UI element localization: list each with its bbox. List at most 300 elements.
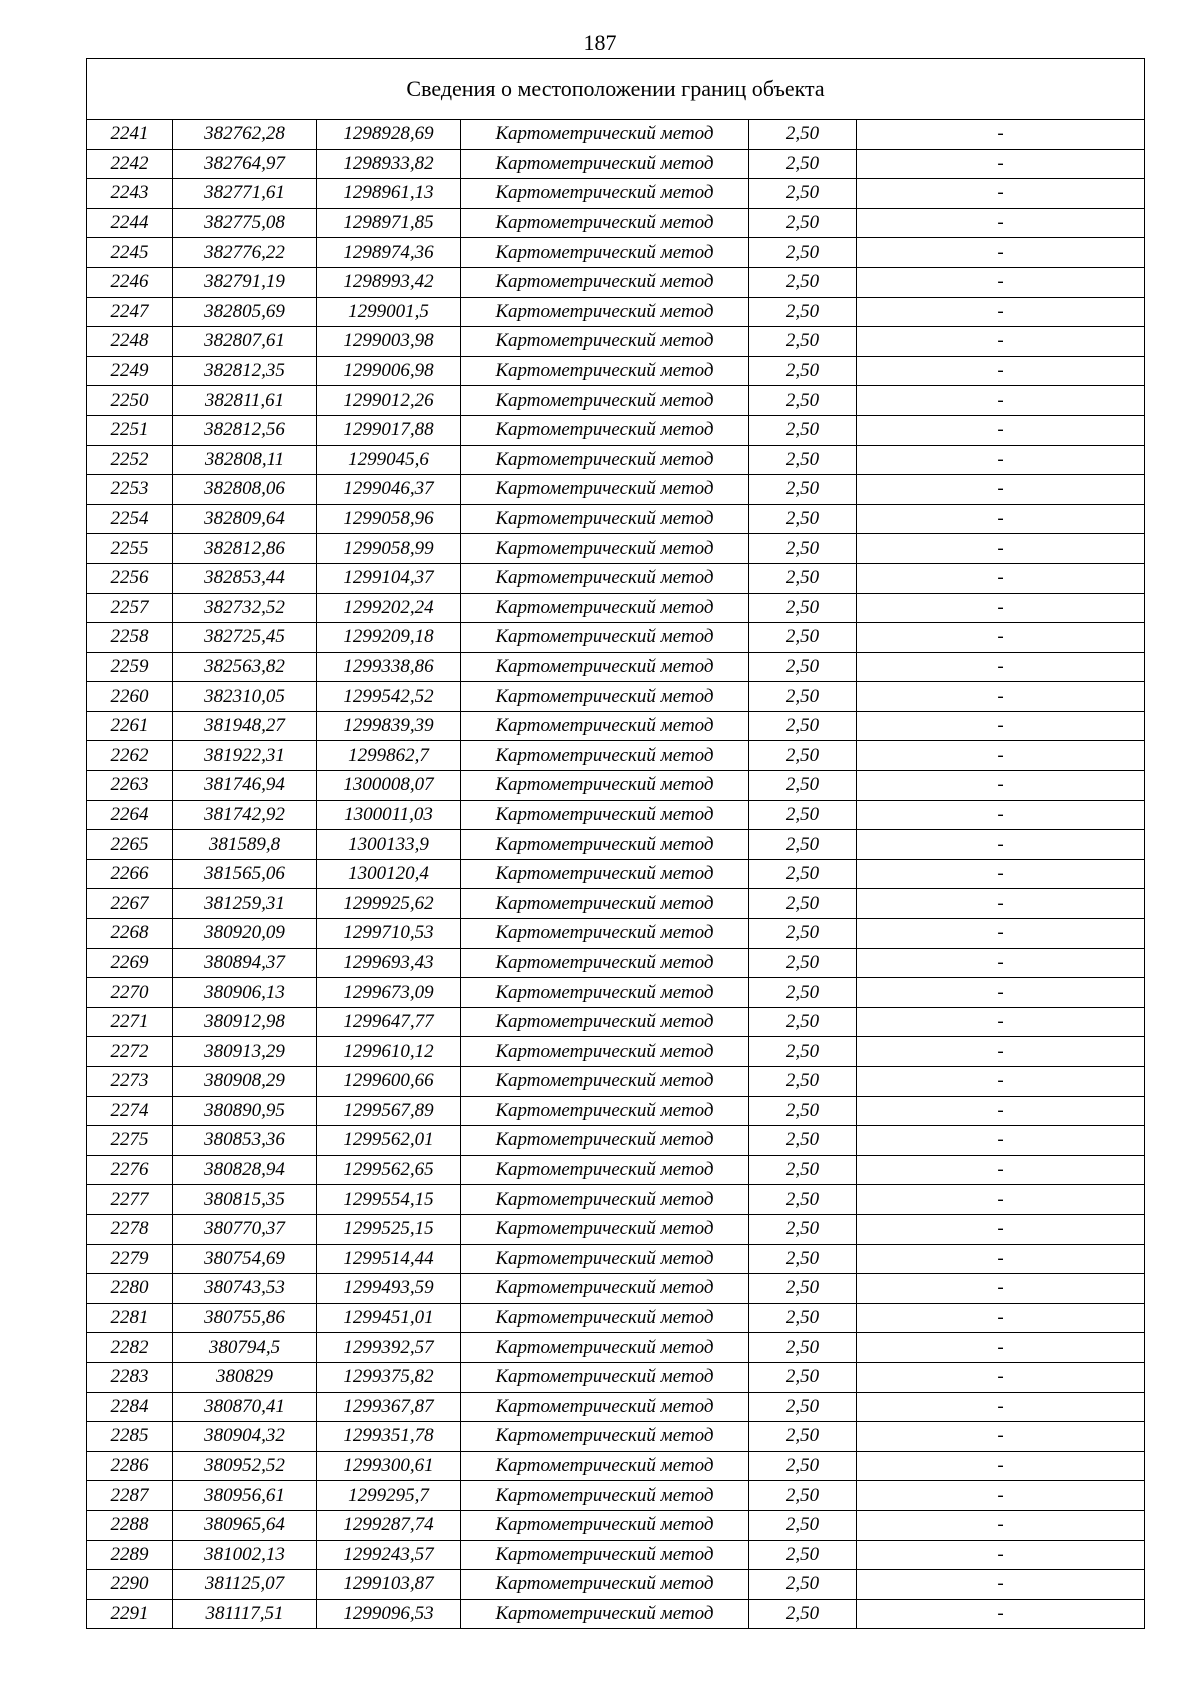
- point-number-cell: 2256: [87, 563, 173, 593]
- y-coordinate-cell: 1298993,42: [317, 267, 461, 297]
- x-coordinate-cell: 380815,35: [173, 1185, 317, 1215]
- point-number-cell: 2276: [87, 1155, 173, 1185]
- description-cell: -: [857, 623, 1145, 653]
- point-number-cell: 2253: [87, 475, 173, 505]
- description-cell: -: [857, 1067, 1145, 1097]
- description-cell: -: [857, 652, 1145, 682]
- y-coordinate-cell: 1299375,82: [317, 1362, 461, 1392]
- accuracy-cell: 2,50: [749, 1155, 857, 1185]
- table-row: [87, 208, 1145, 238]
- x-coordinate-cell: 382809,64: [173, 504, 317, 534]
- table-body: [87, 59, 1145, 1629]
- x-coordinate-cell: 382762,28: [173, 120, 317, 150]
- method-cell: Картометрический метод: [461, 1155, 749, 1185]
- method-cell: Картометрический метод: [461, 859, 749, 889]
- accuracy-cell: 2,50: [749, 1451, 857, 1481]
- accuracy-cell: 2,50: [749, 563, 857, 593]
- point-number-cell: 2258: [87, 623, 173, 653]
- y-coordinate-cell: 1299045,6: [317, 445, 461, 475]
- accuracy-cell: 2,50: [749, 327, 857, 357]
- y-coordinate-cell: 1299058,99: [317, 534, 461, 564]
- method-cell: Картометрический метод: [461, 327, 749, 357]
- x-coordinate-cell: 382853,44: [173, 563, 317, 593]
- y-coordinate-cell: 1299017,88: [317, 415, 461, 445]
- x-coordinate-cell: 380754,69: [173, 1244, 317, 1274]
- accuracy-cell: 2,50: [749, 1392, 857, 1422]
- description-cell: -: [857, 475, 1145, 505]
- accuracy-cell: 2,50: [749, 1422, 857, 1452]
- table-row: [87, 652, 1145, 682]
- method-cell: Картометрический метод: [461, 800, 749, 830]
- accuracy-cell: 2,50: [749, 1274, 857, 1304]
- method-cell: Картометрический метод: [461, 563, 749, 593]
- x-coordinate-cell: 381948,27: [173, 711, 317, 741]
- point-number-cell: 2267: [87, 889, 173, 919]
- table-row: [87, 741, 1145, 771]
- method-cell: Картометрический метод: [461, 1185, 749, 1215]
- accuracy-cell: 2,50: [749, 682, 857, 712]
- description-cell: -: [857, 445, 1145, 475]
- y-coordinate-cell: 1299058,96: [317, 504, 461, 534]
- method-cell: Картометрический метод: [461, 711, 749, 741]
- description-cell: -: [857, 1333, 1145, 1363]
- table-row: [87, 149, 1145, 179]
- x-coordinate-cell: 380743,53: [173, 1274, 317, 1304]
- table-row: [87, 327, 1145, 357]
- table-row: [87, 1540, 1145, 1570]
- method-cell: Картометрический метод: [461, 534, 749, 564]
- x-coordinate-cell: 381565,06: [173, 859, 317, 889]
- table-row: [87, 238, 1145, 268]
- table-row: [87, 623, 1145, 653]
- x-coordinate-cell: 380894,37: [173, 948, 317, 978]
- x-coordinate-cell: 382732,52: [173, 593, 317, 623]
- y-coordinate-cell: 1299367,87: [317, 1392, 461, 1422]
- x-coordinate-cell: 381746,94: [173, 771, 317, 801]
- point-number-cell: 2247: [87, 297, 173, 327]
- y-coordinate-cell: 1299096,53: [317, 1599, 461, 1629]
- y-coordinate-cell: 1299104,37: [317, 563, 461, 593]
- method-cell: Картометрический метод: [461, 1007, 749, 1037]
- accuracy-cell: 2,50: [749, 475, 857, 505]
- point-number-cell: 2288: [87, 1510, 173, 1540]
- accuracy-cell: 2,50: [749, 208, 857, 238]
- table-row: [87, 504, 1145, 534]
- y-coordinate-cell: 1299209,18: [317, 623, 461, 653]
- table-row: [87, 415, 1145, 445]
- page-number: 187: [583, 30, 617, 55]
- table-row: [87, 1126, 1145, 1156]
- y-coordinate-cell: 1299451,01: [317, 1303, 461, 1333]
- x-coordinate-cell: 381922,31: [173, 741, 317, 771]
- point-number-cell: 2271: [87, 1007, 173, 1037]
- description-cell: -: [857, 859, 1145, 889]
- point-number-cell: 2257: [87, 593, 173, 623]
- accuracy-cell: 2,50: [749, 771, 857, 801]
- table-row: [87, 1244, 1145, 1274]
- method-cell: Картометрический метод: [461, 1422, 749, 1452]
- point-number-cell: 2245: [87, 238, 173, 268]
- y-coordinate-cell: 1299392,57: [317, 1333, 461, 1363]
- method-cell: Картометрический метод: [461, 267, 749, 297]
- y-coordinate-cell: 1299925,62: [317, 889, 461, 919]
- accuracy-cell: 2,50: [749, 1007, 857, 1037]
- method-cell: Картометрический метод: [461, 771, 749, 801]
- y-coordinate-cell: 1298971,85: [317, 208, 461, 238]
- accuracy-cell: 2,50: [749, 1362, 857, 1392]
- description-cell: -: [857, 534, 1145, 564]
- point-number-cell: 2274: [87, 1096, 173, 1126]
- table-row: [87, 1570, 1145, 1600]
- method-cell: Картометрический метод: [461, 208, 749, 238]
- y-coordinate-cell: 1299610,12: [317, 1037, 461, 1067]
- table-row: [87, 1422, 1145, 1452]
- method-cell: Картометрический метод: [461, 682, 749, 712]
- accuracy-cell: 2,50: [749, 1570, 857, 1600]
- x-coordinate-cell: 382764,97: [173, 149, 317, 179]
- x-coordinate-cell: 380870,41: [173, 1392, 317, 1422]
- method-cell: Картометрический метод: [461, 1333, 749, 1363]
- accuracy-cell: 2,50: [749, 711, 857, 741]
- y-coordinate-cell: 1299567,89: [317, 1096, 461, 1126]
- accuracy-cell: 2,50: [749, 623, 857, 653]
- x-coordinate-cell: 380906,13: [173, 978, 317, 1008]
- method-cell: Картометрический метод: [461, 1214, 749, 1244]
- method-cell: Картометрический метод: [461, 830, 749, 860]
- table-row: [87, 1481, 1145, 1511]
- y-coordinate-cell: 1298974,36: [317, 238, 461, 268]
- method-cell: Картометрический метод: [461, 741, 749, 771]
- table-row: [87, 919, 1145, 949]
- description-cell: -: [857, 1599, 1145, 1629]
- point-number-cell: 2251: [87, 415, 173, 445]
- point-number-cell: 2272: [87, 1037, 173, 1067]
- description-cell: -: [857, 1540, 1145, 1570]
- description-cell: -: [857, 267, 1145, 297]
- description-cell: -: [857, 1303, 1145, 1333]
- table-row: [87, 978, 1145, 1008]
- table-row: [87, 682, 1145, 712]
- y-coordinate-cell: 1299562,01: [317, 1126, 461, 1156]
- table-row: [87, 1096, 1145, 1126]
- description-cell: -: [857, 1422, 1145, 1452]
- accuracy-cell: 2,50: [749, 1481, 857, 1511]
- description-cell: -: [857, 800, 1145, 830]
- description-cell: -: [857, 238, 1145, 268]
- x-coordinate-cell: 381589,8: [173, 830, 317, 860]
- x-coordinate-cell: 380828,94: [173, 1155, 317, 1185]
- accuracy-cell: 2,50: [749, 297, 857, 327]
- description-cell: -: [857, 948, 1145, 978]
- y-coordinate-cell: 1300011,03: [317, 800, 461, 830]
- method-cell: Картометрический метод: [461, 1451, 749, 1481]
- description-cell: -: [857, 149, 1145, 179]
- method-cell: Картометрический метод: [461, 1599, 749, 1629]
- x-coordinate-cell: 380755,86: [173, 1303, 317, 1333]
- y-coordinate-cell: 1299525,15: [317, 1214, 461, 1244]
- description-cell: -: [857, 682, 1145, 712]
- x-coordinate-cell: 380956,61: [173, 1481, 317, 1511]
- accuracy-cell: 2,50: [749, 978, 857, 1008]
- y-coordinate-cell: 1300120,4: [317, 859, 461, 889]
- point-number-cell: 2287: [87, 1481, 173, 1511]
- table-row: [87, 800, 1145, 830]
- accuracy-cell: 2,50: [749, 948, 857, 978]
- description-cell: -: [857, 1007, 1145, 1037]
- y-coordinate-cell: 1299351,78: [317, 1422, 461, 1452]
- point-number-cell: 2243: [87, 179, 173, 209]
- description-cell: -: [857, 1362, 1145, 1392]
- x-coordinate-cell: 380920,09: [173, 919, 317, 949]
- description-cell: -: [857, 179, 1145, 209]
- y-coordinate-cell: 1299839,39: [317, 711, 461, 741]
- description-cell: -: [857, 356, 1145, 386]
- accuracy-cell: 2,50: [749, 800, 857, 830]
- description-cell: -: [857, 1570, 1145, 1600]
- x-coordinate-cell: 380853,36: [173, 1126, 317, 1156]
- method-cell: Картометрический метод: [461, 919, 749, 949]
- description-cell: -: [857, 1096, 1145, 1126]
- x-coordinate-cell: 382310,05: [173, 682, 317, 712]
- accuracy-cell: 2,50: [749, 1333, 857, 1363]
- point-number-cell: 2255: [87, 534, 173, 564]
- point-number-cell: 2249: [87, 356, 173, 386]
- x-coordinate-cell: 380904,32: [173, 1422, 317, 1452]
- x-coordinate-cell: 382775,08: [173, 208, 317, 238]
- y-coordinate-cell: 1299542,52: [317, 682, 461, 712]
- table-row: [87, 386, 1145, 416]
- description-cell: -: [857, 1481, 1145, 1511]
- point-number-cell: 2244: [87, 208, 173, 238]
- description-cell: -: [857, 1185, 1145, 1215]
- accuracy-cell: 2,50: [749, 534, 857, 564]
- y-coordinate-cell: 1300133,9: [317, 830, 461, 860]
- x-coordinate-cell: 380770,37: [173, 1214, 317, 1244]
- accuracy-cell: 2,50: [749, 830, 857, 860]
- table-row: [87, 1214, 1145, 1244]
- point-number-cell: 2291: [87, 1599, 173, 1629]
- point-number-cell: 2286: [87, 1451, 173, 1481]
- point-number-cell: 2284: [87, 1392, 173, 1422]
- description-cell: -: [857, 1451, 1145, 1481]
- description-cell: -: [857, 919, 1145, 949]
- y-coordinate-cell: 1299243,57: [317, 1540, 461, 1570]
- point-number-cell: 2285: [87, 1422, 173, 1452]
- table-row: [87, 297, 1145, 327]
- y-coordinate-cell: 1299554,15: [317, 1185, 461, 1215]
- point-number-cell: 2269: [87, 948, 173, 978]
- table-title-row: [87, 59, 1145, 120]
- x-coordinate-cell: 382725,45: [173, 623, 317, 653]
- point-number-cell: 2277: [87, 1185, 173, 1215]
- accuracy-cell: 2,50: [749, 1185, 857, 1215]
- y-coordinate-cell: 1299710,53: [317, 919, 461, 949]
- accuracy-cell: 2,50: [749, 1126, 857, 1156]
- table-row: [87, 1303, 1145, 1333]
- accuracy-cell: 2,50: [749, 415, 857, 445]
- description-cell: -: [857, 593, 1145, 623]
- table-row: [87, 1599, 1145, 1629]
- description-cell: -: [857, 327, 1145, 357]
- point-number-cell: 2264: [87, 800, 173, 830]
- table-row: [87, 356, 1145, 386]
- method-cell: Картометрический метод: [461, 356, 749, 386]
- x-coordinate-cell: 380890,95: [173, 1096, 317, 1126]
- point-number-cell: 2275: [87, 1126, 173, 1156]
- y-coordinate-cell: 1299338,86: [317, 652, 461, 682]
- point-number-cell: 2262: [87, 741, 173, 771]
- table-row: [87, 859, 1145, 889]
- point-number-cell: 2281: [87, 1303, 173, 1333]
- description-cell: -: [857, 386, 1145, 416]
- table-row: [87, 120, 1145, 150]
- point-number-cell: 2261: [87, 711, 173, 741]
- x-coordinate-cell: 382771,61: [173, 179, 317, 209]
- table-row: [87, 1451, 1145, 1481]
- table-row: [87, 267, 1145, 297]
- y-coordinate-cell: 1299600,66: [317, 1067, 461, 1097]
- x-coordinate-cell: 381259,31: [173, 889, 317, 919]
- y-coordinate-cell: 1299562,65: [317, 1155, 461, 1185]
- accuracy-cell: 2,50: [749, 445, 857, 475]
- method-cell: Картометрический метод: [461, 652, 749, 682]
- point-number-cell: 2279: [87, 1244, 173, 1274]
- description-cell: -: [857, 208, 1145, 238]
- accuracy-cell: 2,50: [749, 1037, 857, 1067]
- table-row: [87, 445, 1145, 475]
- accuracy-cell: 2,50: [749, 149, 857, 179]
- method-cell: Картометрический метод: [461, 445, 749, 475]
- accuracy-cell: 2,50: [749, 652, 857, 682]
- method-cell: Картометрический метод: [461, 1362, 749, 1392]
- y-coordinate-cell: 1299295,7: [317, 1481, 461, 1511]
- table-row: [87, 1362, 1145, 1392]
- table-row: [87, 563, 1145, 593]
- accuracy-cell: 2,50: [749, 179, 857, 209]
- x-coordinate-cell: 380829: [173, 1362, 317, 1392]
- accuracy-cell: 2,50: [749, 1303, 857, 1333]
- method-cell: Картометрический метод: [461, 1540, 749, 1570]
- description-cell: -: [857, 1392, 1145, 1422]
- point-number-cell: 2260: [87, 682, 173, 712]
- x-coordinate-cell: 380952,52: [173, 1451, 317, 1481]
- method-cell: Картометрический метод: [461, 1037, 749, 1067]
- table-row: [87, 1333, 1145, 1363]
- method-cell: Картометрический метод: [461, 179, 749, 209]
- table-row: [87, 1067, 1145, 1097]
- point-number-cell: 2254: [87, 504, 173, 534]
- x-coordinate-cell: 382808,11: [173, 445, 317, 475]
- x-coordinate-cell: 382808,06: [173, 475, 317, 505]
- method-cell: Картометрический метод: [461, 593, 749, 623]
- x-coordinate-cell: 381742,92: [173, 800, 317, 830]
- accuracy-cell: 2,50: [749, 1244, 857, 1274]
- table-row: [87, 711, 1145, 741]
- accuracy-cell: 2,50: [749, 267, 857, 297]
- description-cell: -: [857, 741, 1145, 771]
- accuracy-cell: 2,50: [749, 889, 857, 919]
- description-cell: -: [857, 1244, 1145, 1274]
- description-cell: -: [857, 1214, 1145, 1244]
- point-number-cell: 2250: [87, 386, 173, 416]
- table-row: [87, 1185, 1145, 1215]
- y-coordinate-cell: 1299514,44: [317, 1244, 461, 1274]
- x-coordinate-cell: 381125,07: [173, 1570, 317, 1600]
- accuracy-cell: 2,50: [749, 859, 857, 889]
- description-cell: -: [857, 771, 1145, 801]
- accuracy-cell: 2,50: [749, 1599, 857, 1629]
- method-cell: Картометрический метод: [461, 1274, 749, 1304]
- point-number-cell: 2289: [87, 1540, 173, 1570]
- accuracy-cell: 2,50: [749, 919, 857, 949]
- y-coordinate-cell: 1298933,82: [317, 149, 461, 179]
- x-coordinate-cell: 382563,82: [173, 652, 317, 682]
- accuracy-cell: 2,50: [749, 386, 857, 416]
- method-cell: Картометрический метод: [461, 1067, 749, 1097]
- x-coordinate-cell: 382812,86: [173, 534, 317, 564]
- table-row: [87, 1037, 1145, 1067]
- y-coordinate-cell: 1299001,5: [317, 297, 461, 327]
- x-coordinate-cell: 382812,56: [173, 415, 317, 445]
- table-row: [87, 593, 1145, 623]
- description-cell: -: [857, 830, 1145, 860]
- x-coordinate-cell: 380912,98: [173, 1007, 317, 1037]
- x-coordinate-cell: 382812,35: [173, 356, 317, 386]
- point-number-cell: 2241: [87, 120, 173, 150]
- x-coordinate-cell: 382776,22: [173, 238, 317, 268]
- x-coordinate-cell: 380913,29: [173, 1037, 317, 1067]
- accuracy-cell: 2,50: [749, 741, 857, 771]
- x-coordinate-cell: 380794,5: [173, 1333, 317, 1363]
- point-number-cell: 2278: [87, 1214, 173, 1244]
- description-cell: -: [857, 120, 1145, 150]
- x-coordinate-cell: 382811,61: [173, 386, 317, 416]
- method-cell: Картометрический метод: [461, 475, 749, 505]
- table-row: [87, 948, 1145, 978]
- point-number-cell: 2263: [87, 771, 173, 801]
- method-cell: Картометрический метод: [461, 1481, 749, 1511]
- boundary-coordinates-table: [86, 58, 1145, 1629]
- point-number-cell: 2265: [87, 830, 173, 860]
- method-cell: Картометрический метод: [461, 948, 749, 978]
- method-cell: Картометрический метод: [461, 1510, 749, 1540]
- table-row: [87, 534, 1145, 564]
- table-row: [87, 1392, 1145, 1422]
- accuracy-cell: 2,50: [749, 238, 857, 268]
- y-coordinate-cell: 1299103,87: [317, 1570, 461, 1600]
- method-cell: Картометрический метод: [461, 1303, 749, 1333]
- method-cell: Картометрический метод: [461, 386, 749, 416]
- method-cell: Картометрический метод: [461, 1244, 749, 1274]
- x-coordinate-cell: 380965,64: [173, 1510, 317, 1540]
- description-cell: -: [857, 1510, 1145, 1540]
- description-cell: -: [857, 563, 1145, 593]
- point-number-cell: 2282: [87, 1333, 173, 1363]
- accuracy-cell: 2,50: [749, 593, 857, 623]
- accuracy-cell: 2,50: [749, 1067, 857, 1097]
- point-number-cell: 2246: [87, 267, 173, 297]
- x-coordinate-cell: 381117,51: [173, 1599, 317, 1629]
- point-number-cell: 2259: [87, 652, 173, 682]
- y-coordinate-cell: 1299287,74: [317, 1510, 461, 1540]
- accuracy-cell: 2,50: [749, 1540, 857, 1570]
- point-number-cell: 2242: [87, 149, 173, 179]
- method-cell: Картометрический метод: [461, 889, 749, 919]
- table-row: [87, 1510, 1145, 1540]
- y-coordinate-cell: 1299673,09: [317, 978, 461, 1008]
- y-coordinate-cell: 1299693,43: [317, 948, 461, 978]
- table-row: [87, 475, 1145, 505]
